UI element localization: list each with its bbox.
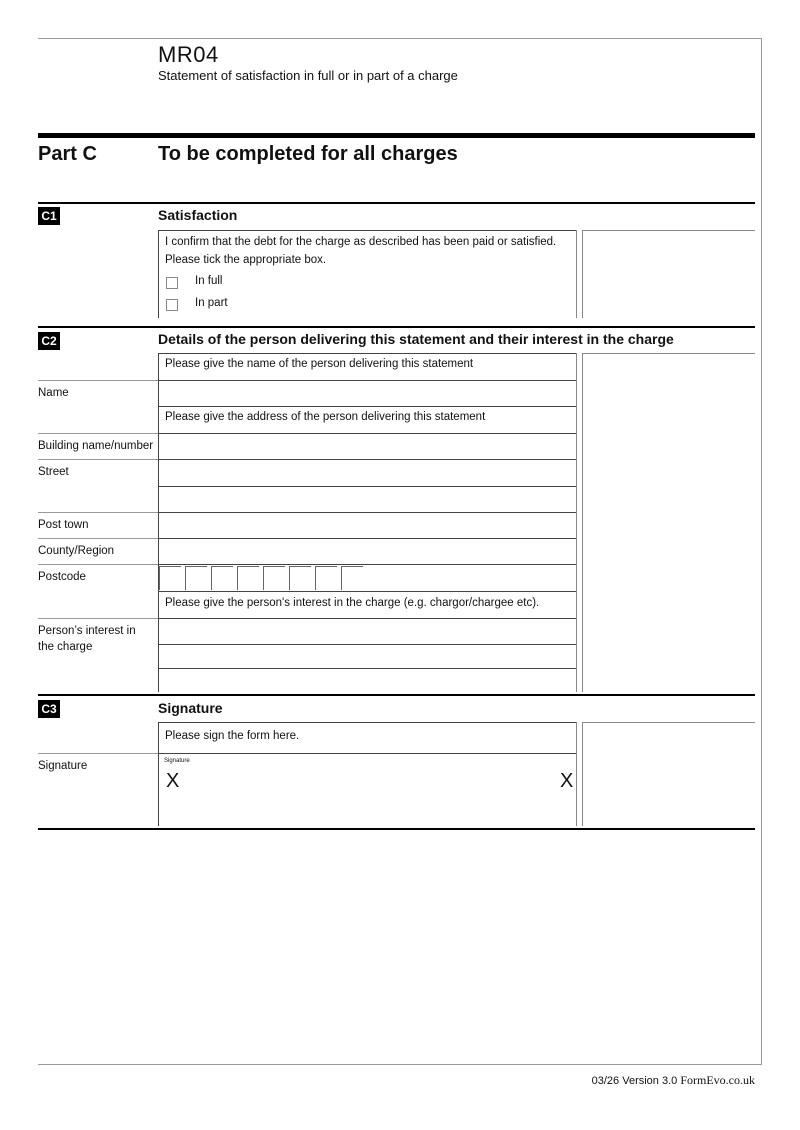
signature-box-caption: Signature	[164, 758, 190, 764]
interest-label-2: the charge	[38, 641, 93, 653]
in-part-label: In part	[195, 297, 228, 309]
footer-version: 03/26 Version 3.0	[591, 1075, 678, 1087]
street-label: Street	[38, 466, 69, 478]
interest-field-3[interactable]	[159, 669, 575, 692]
part-title: To be completed for all charges	[158, 143, 458, 165]
postcode-char-7[interactable]	[315, 566, 337, 590]
county-label: County/Region	[38, 545, 115, 557]
postcode-label-rule	[38, 564, 158, 565]
c3-column-right	[576, 722, 577, 826]
c3-instruction: Please sign the form here.	[165, 730, 300, 742]
form-title: Statement of satisfaction in full or in part of a charge	[158, 68, 458, 83]
interest-instr-top	[158, 591, 576, 592]
c1-box-right	[576, 230, 577, 318]
c1-badge: C1	[38, 207, 60, 225]
signature-mark-right: X	[560, 770, 574, 792]
c2-rule	[38, 326, 755, 328]
name-field[interactable]	[159, 381, 575, 406]
building-label: Building name/number	[38, 440, 154, 452]
right-frame	[761, 38, 762, 1065]
bottom-rule	[38, 1064, 762, 1065]
c3-title: Signature	[158, 700, 223, 716]
end-rule	[38, 828, 755, 830]
signature-field[interactable]	[159, 754, 575, 826]
interest-label-1: Person’s interest in	[38, 625, 136, 637]
interest-label-rule	[38, 618, 158, 619]
c2-title: Details of the person delivering this statement and their interest in the charge	[158, 331, 674, 347]
town-label-rule	[38, 512, 158, 513]
address-instruction: Please give the address of the person delivering this statement	[165, 411, 486, 423]
name-instruction: Please give the name of the person delivering this statement	[165, 358, 474, 370]
street-field-1[interactable]	[159, 460, 575, 485]
street-field-2[interactable]	[159, 487, 575, 512]
c1-box-left	[158, 230, 159, 318]
building-label-rule	[38, 433, 158, 434]
c3-side-top	[582, 722, 755, 723]
signature-label-rule	[38, 753, 158, 754]
address-instr-top	[158, 406, 576, 407]
postcode-char-6[interactable]	[289, 566, 311, 590]
part-label: Part C	[38, 143, 97, 165]
top-rule	[38, 38, 762, 39]
name-label-rule	[38, 380, 158, 381]
c2-side-top	[582, 353, 755, 354]
in-full-checkbox[interactable]	[166, 277, 178, 289]
postcode-label: Postcode	[38, 571, 86, 583]
in-full-label: In full	[195, 275, 223, 287]
building-field[interactable]	[159, 434, 575, 459]
form-code: MR04	[158, 42, 219, 67]
postcode-char-2[interactable]	[185, 566, 207, 590]
c1-side-top	[582, 230, 755, 231]
interest-instruction: Please give the person's interest in the charge (e.g. chargor/chargee etc).	[165, 597, 540, 609]
postcode-char-4[interactable]	[237, 566, 259, 590]
c3-badge: C3	[38, 700, 60, 718]
c3-side-left	[582, 722, 583, 826]
footer	[592, 1073, 755, 1088]
c1-rule	[38, 202, 755, 204]
c1-title: Satisfaction	[158, 207, 238, 223]
postcode-char-1[interactable]	[159, 566, 181, 590]
signature-label: Signature	[38, 760, 88, 772]
c1-box-top	[158, 230, 576, 231]
interest-field-2[interactable]	[159, 645, 575, 668]
postcode-char-5[interactable]	[263, 566, 285, 590]
c3-rule	[38, 694, 755, 696]
street-label-rule	[38, 459, 158, 460]
name-instr-top	[158, 353, 576, 354]
footer-brand: FormEvo.co.uk	[680, 1073, 755, 1087]
signature-mark-left: X	[166, 770, 180, 792]
c3-instr-top	[158, 722, 576, 723]
postcode-field-top	[158, 564, 576, 565]
c2-badge: C2	[38, 332, 60, 350]
in-part-checkbox[interactable]	[166, 299, 178, 311]
interest-field-1[interactable]	[159, 619, 575, 643]
name-label: Name	[38, 387, 69, 399]
county-label-rule	[38, 538, 158, 539]
part-rule	[38, 133, 755, 138]
county-field[interactable]	[159, 539, 575, 564]
c1-instruction-1: I confirm that the debt for the charge as described has been paid or satisfied.	[165, 236, 557, 248]
post-town-label: Post town	[38, 519, 89, 531]
c2-column-right	[576, 353, 577, 692]
c2-side-left	[582, 353, 583, 692]
post-town-field[interactable]	[159, 513, 575, 538]
c1-side-left	[582, 230, 583, 318]
postcode-char-8[interactable]	[341, 566, 363, 590]
postcode-char-3[interactable]	[211, 566, 233, 590]
c1-instruction-2: Please tick the appropriate box.	[165, 254, 327, 266]
